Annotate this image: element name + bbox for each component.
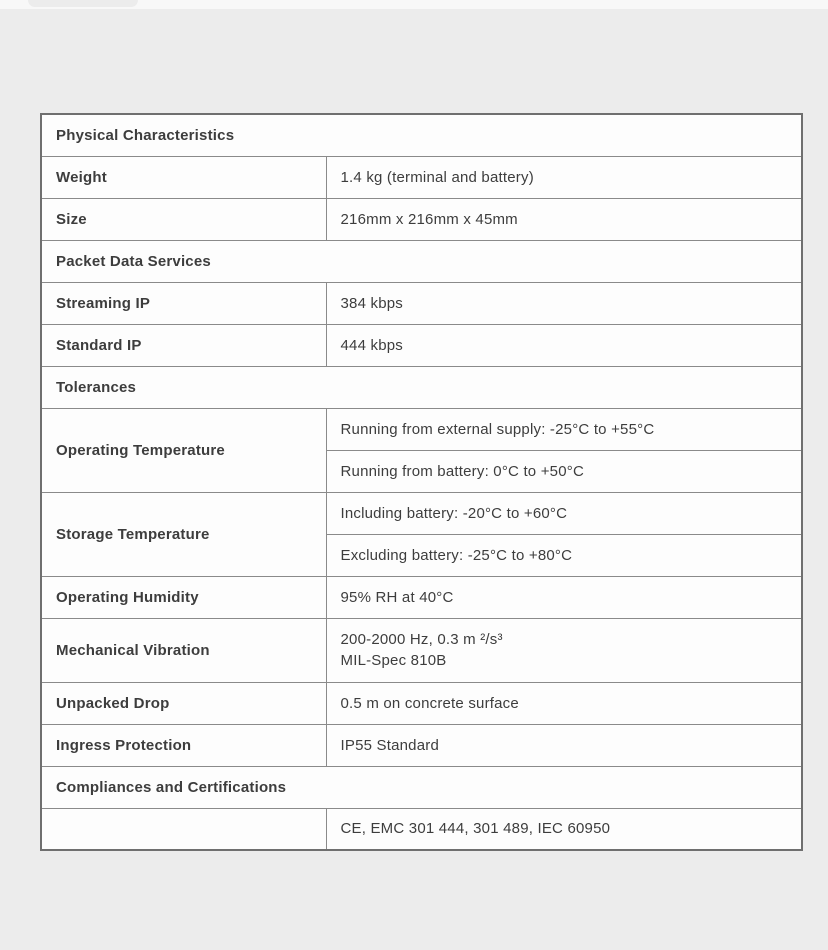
spec-row-unpacked-drop: [41, 682, 802, 724]
top-strip: [0, 0, 828, 9]
spec-label: Weight: [41, 156, 326, 198]
spec-value: 216mm x 216mm x 45mm: [326, 198, 802, 240]
section-title: Physical Characteristics: [41, 114, 802, 156]
spec-value: 95% RH at 40°C: [326, 576, 802, 618]
spec-label: Mechanical Vibration: [41, 618, 326, 682]
spec-value: Excluding battery: -25°C to +80°C: [326, 534, 802, 576]
spec-row-mechanical-vibration: [41, 618, 802, 682]
spec-row-storage-temperature: [41, 492, 802, 534]
spec-value: 384 kbps: [326, 282, 802, 324]
spec-row-ingress-protection: [41, 724, 802, 766]
section-row-physical-characteristics: [41, 114, 802, 156]
spec-value: [326, 618, 802, 682]
specifications-table: [40, 113, 803, 851]
spec-row-operating-humidity: [41, 576, 802, 618]
spec-value-line: MIL-Spec 810B: [340, 652, 447, 669]
section-row-packet-data-services: [41, 240, 802, 282]
spec-row-weight: [41, 156, 802, 198]
section-title: Packet Data Services: [41, 240, 802, 282]
spec-value: 1.4 kg (terminal and battery): [326, 156, 802, 198]
spec-value: Running from external supply: -25°C to +55°C: [326, 408, 802, 450]
section-row-compliances-certifications: [41, 766, 802, 808]
spec-value-line: 200-2000 Hz, 0.3 m ²/s³: [340, 631, 503, 648]
spec-value: 0.5 m on concrete surface: [326, 682, 802, 724]
spec-label: Operating Temperature: [41, 408, 326, 492]
spec-label: Ingress Protection: [41, 724, 326, 766]
spec-value: Running from battery: 0°C to +50°C: [326, 450, 802, 492]
section-title: Compliances and Certifications: [41, 766, 802, 808]
spec-value: CE, EMC 301 444, 301 489, IEC 60950: [326, 808, 802, 850]
spec-row-operating-temperature: [41, 408, 802, 450]
spec-label: Storage Temperature: [41, 492, 326, 576]
spec-value: 444 kbps: [326, 324, 802, 366]
spec-value: Including battery: -20°C to +60°C: [326, 492, 802, 534]
spec-row-size: [41, 198, 802, 240]
section-title: Tolerances: [41, 366, 802, 408]
spec-row-streaming-ip: [41, 282, 802, 324]
spec-label: Unpacked Drop: [41, 682, 326, 724]
spec-label: Standard IP: [41, 324, 326, 366]
spec-label: Streaming IP: [41, 282, 326, 324]
spec-label: Operating Humidity: [41, 576, 326, 618]
spec-label-empty: [41, 808, 326, 850]
section-row-tolerances: [41, 366, 802, 408]
top-left-smudge: [28, 0, 138, 7]
spec-row-certifications: [41, 808, 802, 850]
spec-row-standard-ip: [41, 324, 802, 366]
spec-value: IP55 Standard: [326, 724, 802, 766]
spec-label: Size: [41, 198, 326, 240]
